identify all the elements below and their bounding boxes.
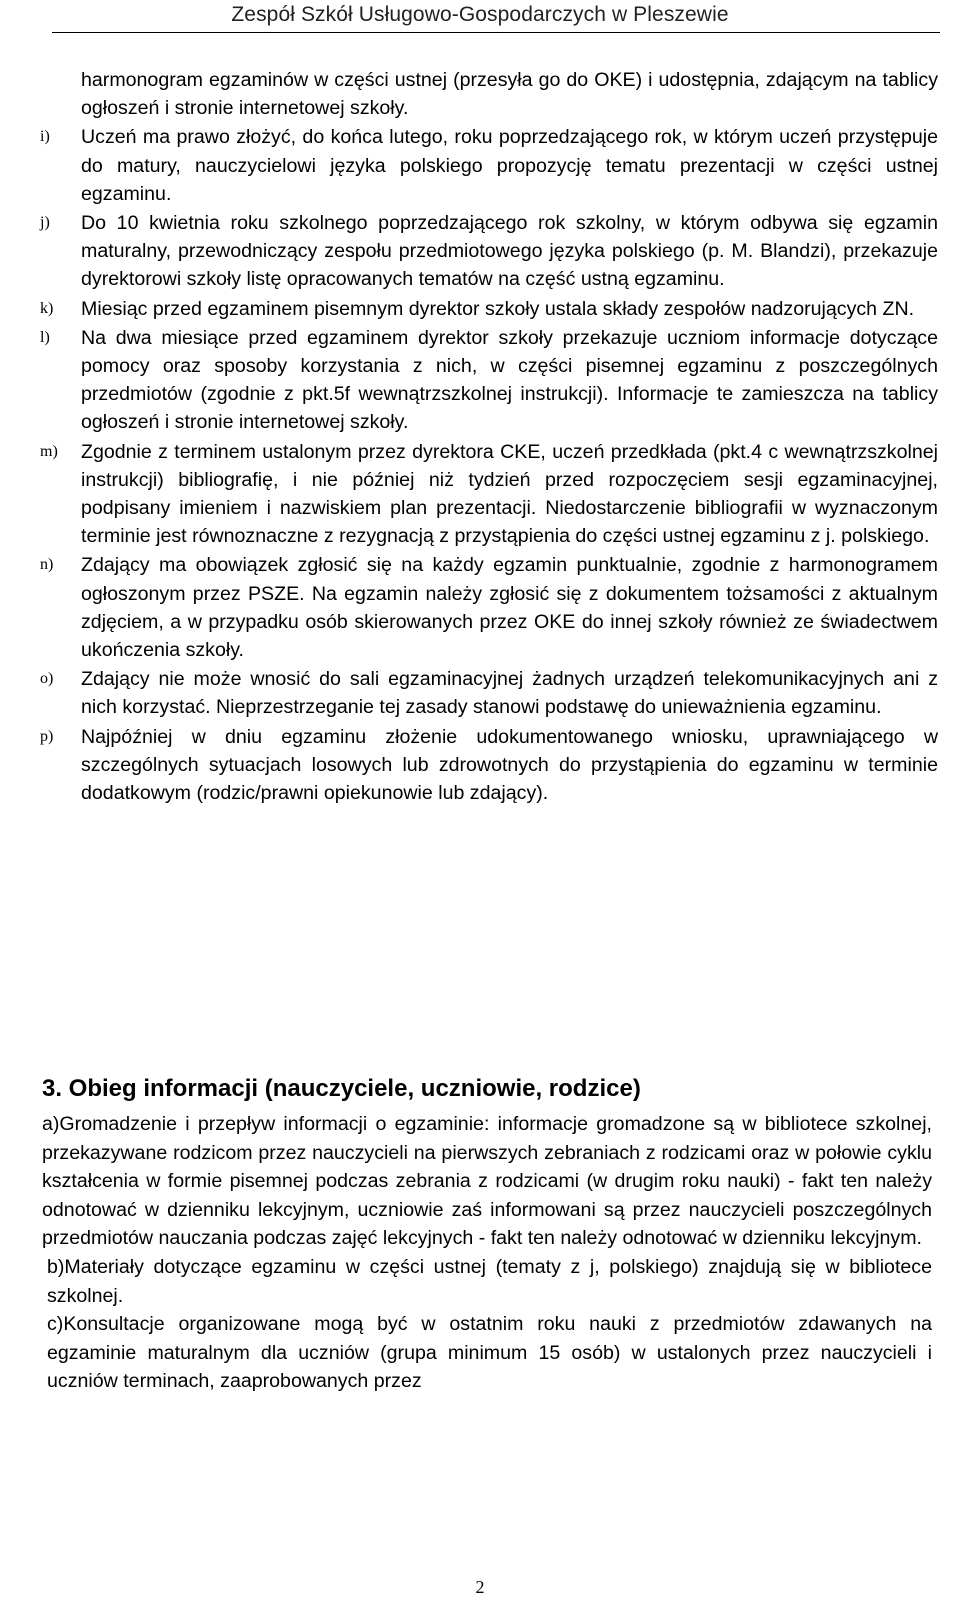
list-item-k xyxy=(0,295,960,323)
instruction-list xyxy=(0,66,960,808)
list-marker: p) xyxy=(40,727,54,745)
list-item-text: Miesiąc przed egzaminem pisemnym dyrektor szkoły ustala składy zespołów nadzorujących ZN. xyxy=(81,297,915,320)
list-marker: n) xyxy=(40,556,54,574)
paragraph-b: b)Materiały dotyczące egzaminu w części ustnej (tematy z j, polskiego) znajdują się w bibliotece szkolnej. xyxy=(47,1255,932,1307)
list-item-text: Uczeń ma prawo złożyć, do końca lutego, roku poprzedzającego rok, w którym uczeń przystępuje do matury, nauczycielowi języka polskiego propozycję tematu prezentacji w części ustnej egzaminu. xyxy=(81,126,938,205)
section-body xyxy=(42,1110,932,1396)
list-marker: l) xyxy=(40,328,50,346)
page-header: Zespół Szkół Usługowo-Gospodarczych w Pleszewie xyxy=(231,3,729,26)
list-marker: k) xyxy=(40,299,54,317)
list-item-m xyxy=(0,438,960,551)
list-item-text: Do 10 kwietnia roku szkolnego poprzedzającego rok szkolny, w którym odbywa się egzamin maturalny, przewodniczący zespołu przedmiotowego języka polskiego (p. M. Blandzi), przekazuje dyrektorowi szkoły listę opracowanych tematów na część ustną egzaminu. xyxy=(81,212,938,291)
list-item-p xyxy=(0,723,960,808)
section-heading: 3. Obieg informacji (nauczyciele, uczniowie, rodzice) xyxy=(42,1075,641,1102)
list-marker: o) xyxy=(40,670,54,688)
paragraph-c: c)Konsultacje organizowane mogą być w ostatnim roku nauki z przedmiotów zdawanych na egzaminie maturalnym dla uczniów (grupa minimum 15 osób) w ustalonych przez nauczycieli i uczniów terminach, zaaprobowanych przez xyxy=(47,1313,932,1393)
list-item-n xyxy=(0,551,960,664)
list-item-l xyxy=(0,324,960,437)
header-divider xyxy=(52,32,940,33)
list-item-o xyxy=(0,665,960,721)
list-item-text: harmonogram egzaminów w części ustnej (przesyła go do OKE) i udostępnia, zdającym na tablicy ogłoszeń i stronie internetowej szkoły. xyxy=(81,69,938,120)
list-item-text: Najpóźniej w dniu egzaminu złożenie udokumentowanego wniosku, uprawniającego w szczególnych sytuacjach losowych lub zdrowotnych do przystąpienia do egzaminu w terminie dodatkowym (rodzic/prawni opiekunowie lub zdający). xyxy=(81,725,938,805)
page-number: 2 xyxy=(475,1577,485,1597)
list-item-text: Zdający ma obowiązek zgłosić się na każdy egzamin punktualnie, zgodnie z harmonogramem ogłoszonym przez PSZE. Na egzamin należy zgłosić się z dokumentem tożsamości z aktualnym zdjęciem, a w przypadku osób skierowanych przez OKE do innej szkoły również ze świadectwem ukończenia szkoły. xyxy=(81,554,938,662)
list-item-continuation xyxy=(0,66,960,122)
list-item-i xyxy=(0,123,960,208)
list-item-text: Na dwa miesiące przed egzaminem dyrektor szkoły przekazuje uczniom informacje dotyczące pomocy oraz sposoby korzystania z nich, w części pisemnej egzaminu z poszczególnych przedmiotów (zgodnie z pkt.5f wewnątrzszkolnej instrukcji). Informacje te zamieszcza na tablicy ogłoszeń i stronie internetowej szkoły. xyxy=(81,326,938,434)
paragraph-a: a)Gromadzenie i przepływ informacji o egzaminie: informacje gromadzone są w bibliotece szkolnej, przekazywane rodzicom przez nauczycieli na pierwszych zebraniach z rodzicami oraz w połowie cyklu kształcenia w formie pisemnej podczas zebrania z rodzicami (w drugim roku nauki) - fakt ten należy odnotować w dzienniku lekcyjnym, uczniowie zaś informowani są przez nauczycieli poszczególnych przedmiotów nauczania podczas zajęć lekcyjnych - fakt ten należy odnotować w dzienniku lekcyjnym. xyxy=(42,1113,932,1250)
list-item-text: Zgodnie z terminem ustalonym przez dyrektora CKE, uczeń przedkłada (pkt.4 c wewnątrzszkolnej instrukcji) bibliografię, i nie później niż tydzień przed rozpoczęciem sesji egzaminacyjnej, podpisany imieniem i nazwiskiem plan prezentacji. Niedostarczenie bibliografii w wyznaczonym terminie jest równoznaczne z rezygnacją z przystąpienia do części ustnej egzaminu z j. polskiego. xyxy=(81,440,938,548)
list-item-text: Zdający nie może wnosić do sali egzaminacyjnej żadnych urządzeń telekomunikacyjnych ani z nich korzystać. Nieprzestrzeganie tej zasady stanowi podstawę do unieważnienia egzaminu. xyxy=(81,668,938,719)
list-marker: m) xyxy=(40,442,58,460)
list-marker: i) xyxy=(40,128,50,146)
list-item-j xyxy=(0,209,960,294)
list-marker: j) xyxy=(40,214,50,232)
